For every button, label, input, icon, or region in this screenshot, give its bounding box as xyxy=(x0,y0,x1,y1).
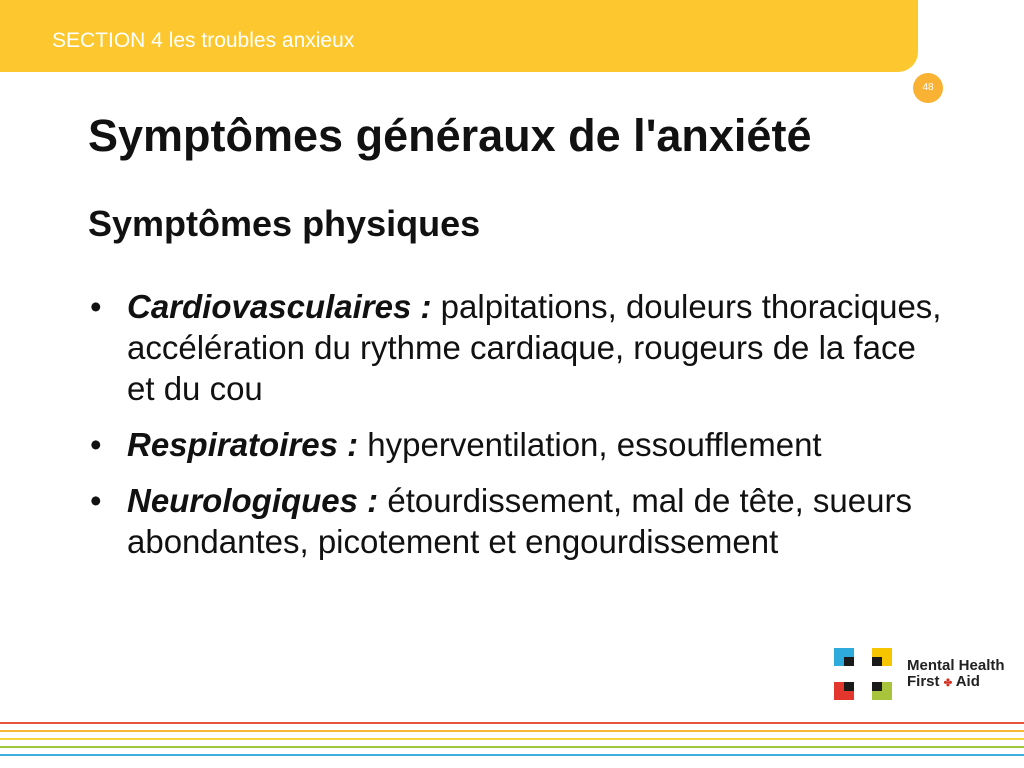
bullet-icon: • xyxy=(90,482,102,519)
footer-stripe xyxy=(0,730,1024,732)
bullet-term: Respiratoires : xyxy=(127,426,359,463)
bullet-term: Neurologiques : xyxy=(127,482,379,519)
footer-stripe xyxy=(0,722,1024,724)
bullet-icon: • xyxy=(90,426,102,463)
page-number-badge: 48 xyxy=(913,73,943,103)
footer-stripe xyxy=(0,738,1024,740)
logo-word-aid: Aid xyxy=(955,673,980,690)
logo-square-black-top-left xyxy=(844,657,854,666)
bullet-text: hyperventilation, essoufflement xyxy=(367,426,822,463)
logo-line-2 xyxy=(907,674,1005,692)
mental-health-first-aid-logo xyxy=(830,643,1020,705)
logo-text xyxy=(907,658,1005,692)
slide-subtitle: Symptômes physiques xyxy=(88,203,481,244)
logo-square-black-bottom-left xyxy=(844,682,854,691)
maple-leaf-icon: ✤ xyxy=(943,678,953,689)
bullet-cardiovascular xyxy=(90,286,950,409)
logo-square-black-top-right xyxy=(872,657,882,666)
footer-stripe xyxy=(0,746,1024,748)
bullet-text: palpitations, douleurs thoraciques, accélération du rythme cardiaque, rougeurs de la face et du cou xyxy=(127,288,942,407)
bullet-icon: • xyxy=(90,288,102,325)
section-label: SECTION 4 les troubles anxieux xyxy=(52,29,355,52)
logo-line-1: Mental Health xyxy=(907,657,1005,674)
logo-word-first: First xyxy=(907,673,940,690)
slide-title: Symptômes généraux de l'anxiété xyxy=(88,110,812,161)
logo-mark-icon xyxy=(830,643,896,705)
footer-stripes xyxy=(0,718,1024,768)
footer-stripe xyxy=(0,754,1024,756)
bullet-respiratory xyxy=(90,424,950,465)
bullet-text: étourdissement, mal de tête, sueurs abondantes, picotement et engourdissement xyxy=(127,482,912,560)
bullet-neurological xyxy=(90,480,950,562)
bullet-term: Cardiovasculaires : xyxy=(127,288,432,325)
logo-square-black-bottom-right xyxy=(872,682,882,691)
symptom-list xyxy=(90,286,950,577)
